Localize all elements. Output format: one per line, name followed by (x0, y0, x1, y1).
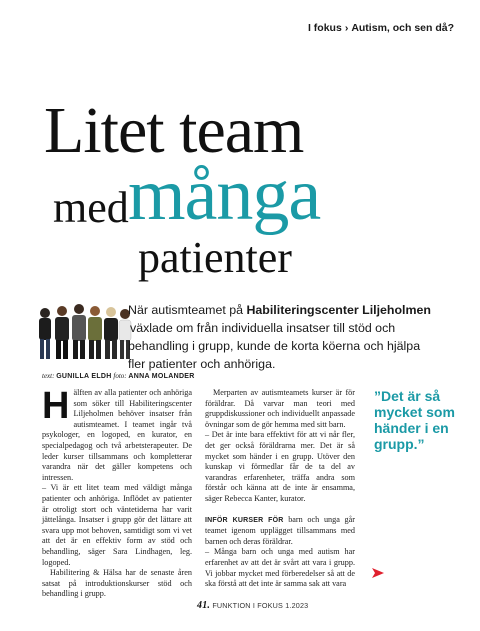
team-photo (33, 301, 133, 361)
paragraph: – Många barn och unga med autism har erfarenhet av att det är svårt att vara i grupp. Vi jobbar mycket med förberedelser så att de ska förstå att det inte är samma sak att vara (205, 547, 355, 589)
page-number: 41. (197, 600, 211, 611)
person-2 (55, 306, 69, 359)
ingress-line-1: När autismteamet på Habiliteringscenter Liljeholmen (128, 303, 431, 317)
section-lead: INFÖR KURSER FÖR (205, 516, 284, 524)
person-1 (39, 308, 51, 359)
paragraph: – Det är inte bara effektivt för att vi når fler, det ger också föräldrarna mer. Det är så mycket som händer i en grupp. Utöver den kunskap vi förmedlar får de ta del av varandras erfarenheter, träffa andra som förstår och känna att de inte är ensamma, säger Rebecca Kanter, kurator. (205, 430, 355, 503)
breadcrumb-topic[interactable]: Autism, och sen då? (351, 22, 454, 34)
title-word-med: med (53, 183, 129, 232)
byline-photographer: ANNA MOLANDER (128, 373, 195, 380)
paragraph: Merparten av autismteamets kurser är för föräldrar. Då varvar man teori med gruppdiskussioner och individuellt anpassade övningar som de gör hemma med sitt barn. (205, 388, 355, 429)
publication-name: FUNKTION I FOKUS 1.2023 (212, 601, 309, 610)
breadcrumb (308, 22, 454, 34)
paragraph: Hälften av alla patienter och anhöriga som söker till Habiliteringscenter Liljeholmen behöver insatser från autismteamet. I teamet ingår två psykologer, en logoped, en kurator, en specialpedagog och två arbetsterapeuter. De leder kurser tillsammans och kompletterar varandra när det gäller kompetens och intressen. (42, 385, 192, 482)
ingress-line-2: växlade om från individuella insatser till stöd och (130, 321, 396, 335)
paragraph: INFÖR KURSER FÖR barn och unga går teamet igenom upplägget tillsammans med barnen och deras föräldrar. (205, 514, 355, 546)
person-5 (104, 307, 118, 359)
breadcrumb-section[interactable]: I fokus (307, 22, 342, 34)
byline: text: GUNILLA ELDH foto: ANNA MOLANDER (42, 372, 195, 380)
ingress-organisation: Habiliteringscenter Liljeholmen (246, 303, 431, 317)
continue-arrow-icon[interactable] (372, 568, 384, 578)
title-word-patienter: patienter (138, 233, 292, 282)
title-word-manga: många (128, 154, 321, 236)
byline-author: GUNILLA ELDH (56, 373, 112, 380)
person-3 (72, 304, 86, 359)
paragraph: – Vi är ett litet team med väldigt många patienter och anhöriga. Inflödet av patienter är otroligt stort och väntetiderna har varit jättelånga. Insatser i grupp gör det lättare att svara upp mot behoven, samtidigt som vi vet att det är en effektiv form av stöd och behandling, säger Sara Lindhagen, leg. logoped. (42, 483, 192, 567)
ingress-line-3: behandling i grupp, kunde de korta köerna och hjälpa (128, 339, 421, 353)
drop-cap: H (42, 385, 70, 427)
ingress-line-4: fler patienter och anhöriga. (128, 357, 276, 371)
paragraph: Habilitering & Hälsa har de senaste åren satsat på introduktionskurser stöd och behandling i grupp. (42, 568, 192, 599)
page-footer (197, 600, 308, 611)
pull-quote: ”Det är så mycket som händer i en grupp.” (374, 388, 455, 452)
person-4 (88, 306, 102, 359)
article-column-1 (42, 385, 192, 600)
title-line-litet-team: Litet team (44, 94, 304, 167)
breadcrumb-separator: › (344, 22, 349, 34)
article-column-2 (205, 388, 355, 590)
